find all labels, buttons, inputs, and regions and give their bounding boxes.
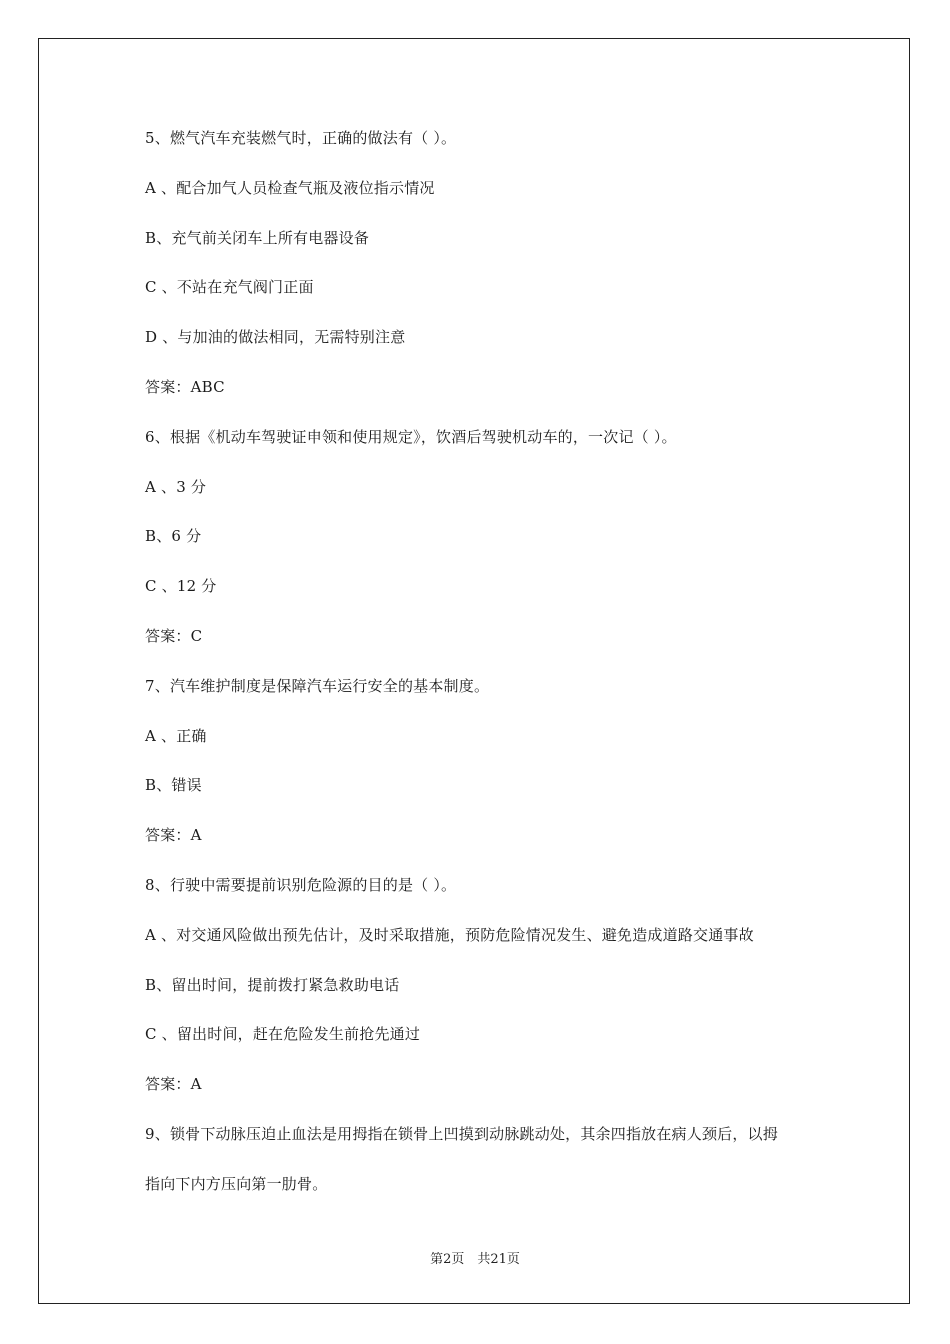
question-6-text: 6、根据《机动车驾驶证申领和使用规定》，饮酒后驾驶机动车的，一次记（ ）。	[145, 427, 677, 446]
question-8-option-b: B、留出时间，提前拨打紧急救助电话	[145, 975, 400, 994]
question-7-option-a: A 、正确	[145, 726, 207, 745]
document-body	[145, 127, 825, 1223]
question-6-option-b: B、6 分	[145, 527, 202, 546]
question-5-option-b: B、充气前关闭车上所有电器设备	[145, 228, 370, 247]
question-5-text: 5、燃气汽车充装燃气时，正确的做法有（ ）。	[145, 129, 457, 147]
question-6-option-a: A 、3 分	[145, 477, 207, 496]
question-7-option-b: B、错误	[145, 776, 202, 795]
question-8-option-c: C 、留出时间，赶在危险发生前抢先通过	[145, 1025, 421, 1044]
question-8-text: 8、行驶中需要提前识别危险源的目的是（ ）。	[145, 875, 457, 894]
question-6-answer: 答案：C	[145, 626, 203, 645]
question-6-option-c: C 、12 分	[145, 577, 217, 596]
question-8-answer: 答案：A	[145, 1075, 202, 1094]
question-9-text-line-2: 指向下内方压向第一肋骨。	[145, 1174, 328, 1193]
page-number-footer: 第2页 共21页	[430, 1252, 520, 1267]
question-8-option-a: A 、对交通风险做出预先估计，及时采取措施，预防危险情况发生、避免造成道路交通事故	[145, 925, 754, 944]
question-9-text-line-1: 9、锁骨下动脉压迫止血法是用拇指在锁骨上凹摸到动脉跳动处，其余四指放在病人颈后，以拇	[145, 1124, 778, 1143]
question-7-text: 7、汽车维护制度是保障汽车运行安全的基本制度。	[145, 676, 490, 695]
question-5-answer: 答案：ABC	[145, 377, 225, 396]
question-5-option-a: A 、配合加气人员检查气瓶及液位指示情况	[145, 178, 435, 197]
question-5-option-d: D 、与加油的做法相同，无需特别注意	[145, 328, 406, 347]
question-7-answer: 答案：A	[145, 826, 202, 845]
question-5-option-c: C 、不站在充气阀门正面	[145, 278, 314, 297]
